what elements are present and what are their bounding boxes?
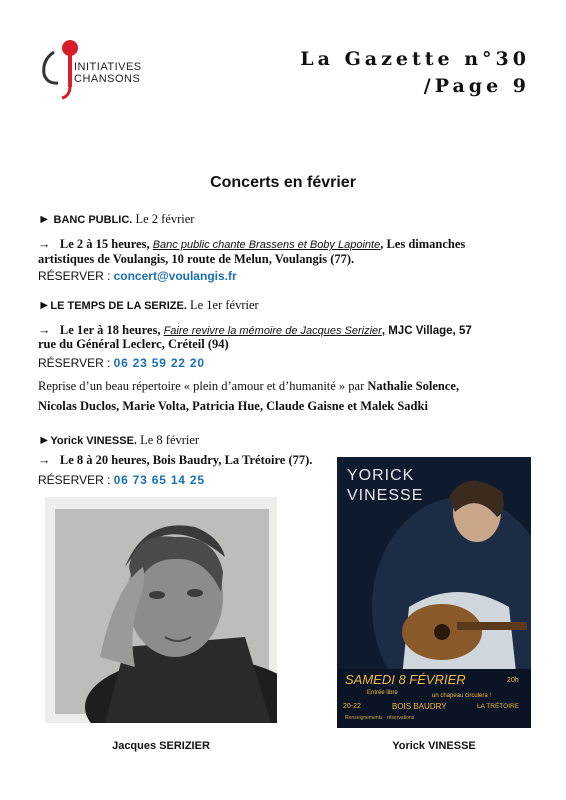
- event-time: Le 1er à 18 heures,: [59, 323, 161, 337]
- portrait-photo-jacques-serizier: [45, 497, 277, 723]
- section-heading-temps-de-la-serize: [38, 297, 259, 314]
- section-date: Le 1er février: [190, 298, 259, 312]
- section-name: BANC PUBLIC.: [53, 214, 133, 226]
- reserve-label: RÉSERVER :: [38, 356, 111, 370]
- logo-text: INITIATIVES CHANSONS: [74, 61, 142, 85]
- arrow-icon: →: [38, 323, 51, 337]
- logo: [40, 38, 200, 100]
- photo-caption-right: Yorick VINESSE: [392, 740, 476, 752]
- marker-icon: ►: [38, 212, 51, 226]
- section-date: Le 8 février: [140, 433, 200, 447]
- section-details-line: [38, 452, 312, 468]
- event-place: , Les dimanches: [380, 237, 466, 251]
- arrow-icon: →: [38, 453, 51, 467]
- poster-hat: un chapeau circulera !: [432, 693, 492, 699]
- reserve-email-link[interactable]: concert@voulangis.fr: [113, 269, 237, 283]
- poster-town: LA TRÉTOIRE: [477, 703, 520, 710]
- event-address: rue du Général Leclerc, Créteil (94): [38, 337, 229, 351]
- event-time: Le 2 à 15 heures,: [59, 237, 150, 251]
- poster-name-line2: VINESSE: [347, 487, 424, 504]
- marker-icon: ►: [38, 298, 51, 312]
- reserve-label: RÉSERVER :: [38, 473, 111, 487]
- reserve-label: RÉSERVER :: [38, 269, 111, 283]
- poster-hour: 20h: [507, 677, 519, 684]
- section-heading-yorick-vinesse: [38, 432, 199, 449]
- section-date: Le 2 février: [135, 212, 195, 226]
- portrait-image: [45, 497, 277, 723]
- event-address: artistiques de Voulangis, 10 route de Melun, Voulangis (77).: [38, 252, 355, 266]
- poster-info-band: [337, 669, 531, 728]
- poster-free-entry: Entrée libre: [367, 690, 398, 696]
- poster-footer: Renseignements · réservations: [345, 715, 415, 721]
- poster-venue: BOIS BAUDRY: [392, 702, 447, 711]
- section-name: Yorick VINESSE.: [50, 435, 137, 447]
- event-time: Le 8 à 20 heures, Bois Baudry, La Trétoire (77).: [59, 453, 313, 467]
- concert-poster-yorick-vinesse: [337, 457, 531, 728]
- event-show: Faire revivre la mémoire de Jacques Serizier: [163, 325, 382, 337]
- section-name: LE TEMPS DE LA SERIZE.: [50, 300, 187, 312]
- reserve-phone-link[interactable]: 06 73 65 14 25: [113, 473, 205, 487]
- event-note-artists: Nicolas Duclos, Marie Volta, Patricia Hue, Claude Gaisne et Malek Sadki: [38, 399, 428, 413]
- poster-name-line1: YORICK: [347, 467, 415, 484]
- reservation-line: [38, 355, 205, 371]
- photo-caption-left: Jacques SERIZIER: [112, 740, 210, 752]
- event-note: [38, 378, 459, 394]
- gazette-title: La Gazette n°30: [300, 48, 530, 70]
- reservation-line: [38, 472, 205, 488]
- page-title: Concerts en février: [210, 174, 356, 191]
- poster-time-range: 20-22: [343, 703, 361, 710]
- note-artist: Nathalie Solence,: [367, 379, 460, 393]
- reserve-phone-link[interactable]: 06 23 59 22 20: [113, 356, 205, 370]
- reservation-line: [38, 268, 237, 284]
- gazette-page: /Page 9: [423, 75, 530, 97]
- arrow-icon: →: [38, 237, 51, 251]
- marker-icon: ►: [38, 433, 51, 447]
- poster-date: SAMEDI 8 FÉVRIER: [345, 672, 466, 687]
- event-show: Banc public chante Brassens et Boby Lapointe: [152, 239, 381, 251]
- section-heading-banc-public: [38, 211, 194, 228]
- note-text: Reprise d’un beau répertoire « plein d’amour et d’humanité » par: [38, 379, 368, 393]
- event-place: , MJC Village, 57: [381, 325, 472, 337]
